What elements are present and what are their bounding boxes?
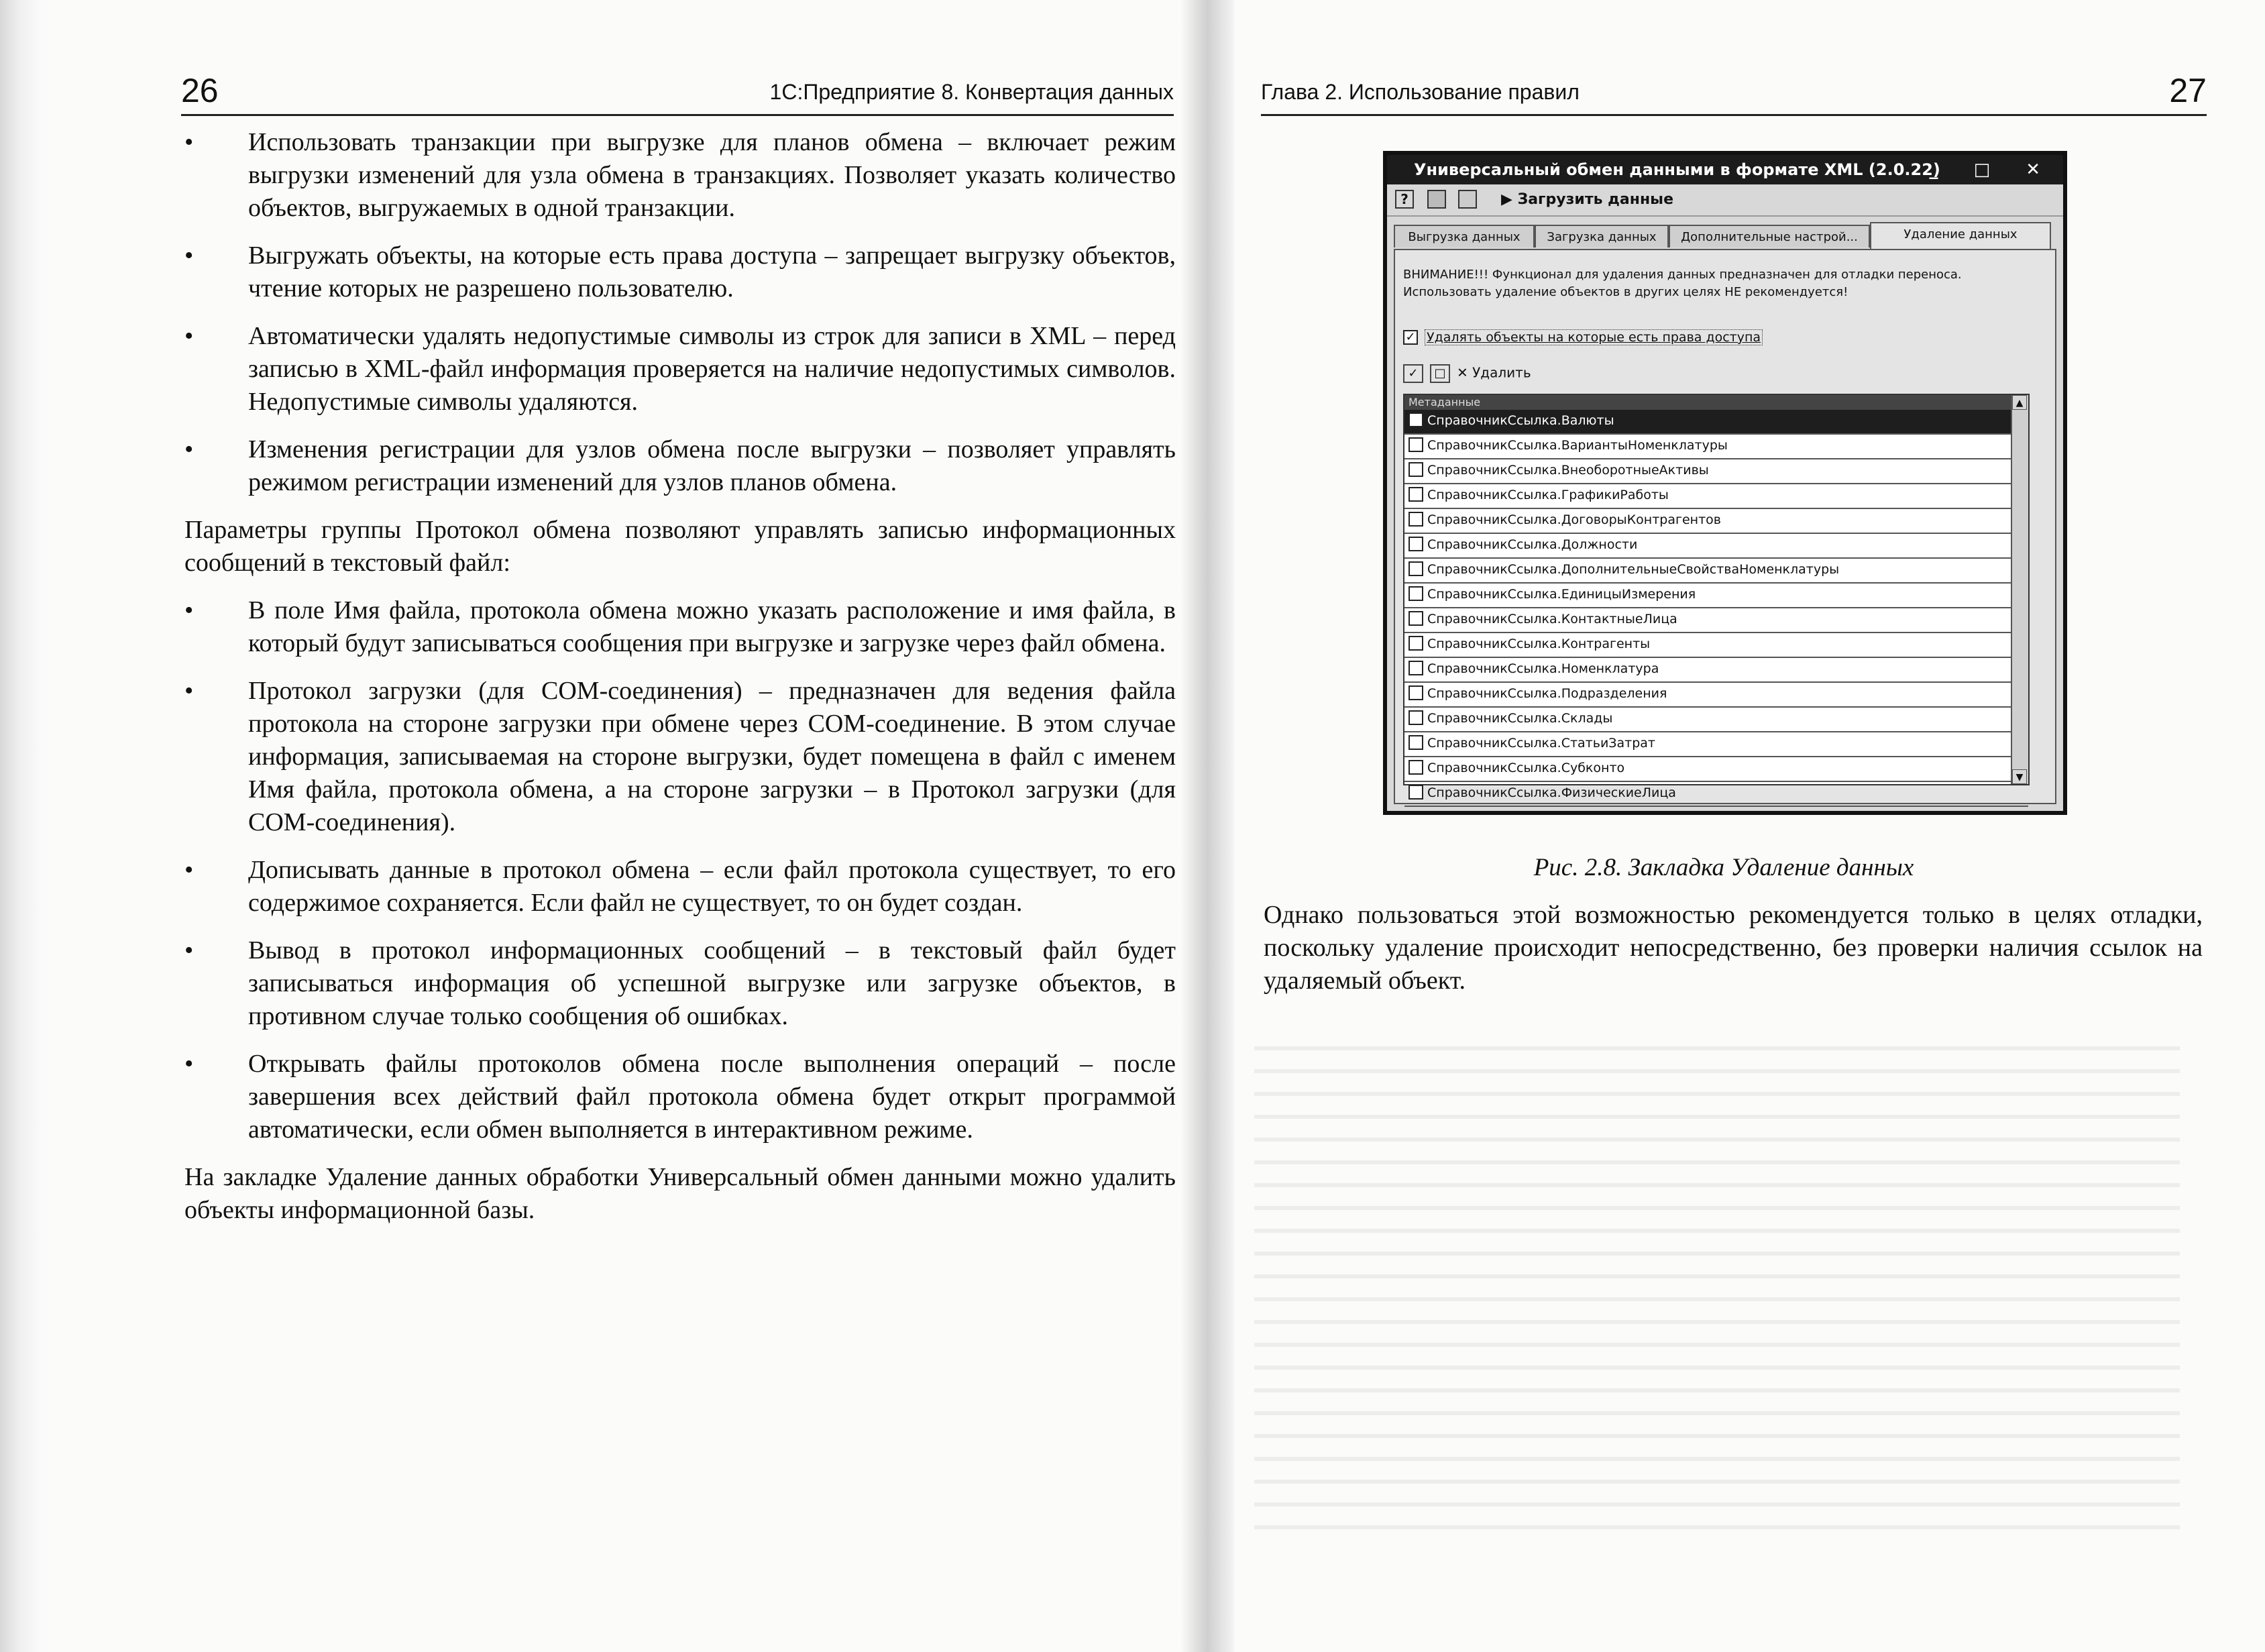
list-item-label: СправочникСсылка.Контрагенты [1427, 637, 1651, 651]
list-item[interactable] [1404, 534, 2028, 559]
list-item-label: СправочникСсылка.ДоговорыКонтрагентов [1427, 512, 1721, 527]
book-gutter [1180, 0, 1234, 1652]
left-page [54, 0, 1180, 1652]
list-item-checkbox[interactable] [1408, 512, 1423, 527]
list-item[interactable] [1404, 757, 2028, 782]
uncheck-all-icon[interactable]: □ [1430, 364, 1450, 383]
list-item-checkbox[interactable] [1408, 462, 1423, 477]
delete-button[interactable]: ✕ Удалить [1457, 364, 1531, 381]
load-data-button[interactable]: ▶ Загрузить данные [1501, 191, 1673, 208]
list-item-label: СправочникСсылка.КонтактныеЛица [1427, 612, 1677, 626]
bullet-item: • Вывод в протокол информационных сообщений – в текстовый файл будет записываться информация об успешной выгрузке или загрузке объектов, в противном случае только сообщения об ошибках. [184, 934, 1176, 1033]
list-item[interactable] [1404, 559, 2028, 584]
list-item-label: СправочникСсылка.Склады [1427, 711, 1613, 726]
list-item-label: СправочникСсылка.Валюты [1427, 413, 1614, 428]
list-item-checkbox[interactable] [1408, 611, 1423, 626]
window-titlebar [1387, 155, 2063, 184]
list-item-checkbox[interactable] [1408, 760, 1423, 775]
list-item-checkbox[interactable] [1408, 636, 1423, 651]
list-item-label: СправочникСсылка.ВнеоборотныеАктивы [1427, 463, 1709, 478]
delete-data-panel [1394, 249, 2056, 804]
figure-screenshot [1383, 151, 2067, 815]
window-controls[interactable]: _ □ ✕ [1929, 160, 2055, 180]
right-page-header [1261, 60, 2207, 116]
window-toolbar [1387, 184, 2063, 217]
list-item[interactable] [1404, 608, 2028, 633]
bullet-item: • Протокол загрузки (для COM-соединения) – предназначен для ведения файла протокола на стороне загрузки при обмене через COM-соединение. В этом случае информация, записываемая на стороне выгрузки, будет помещена в файл с именем Имя файла, протокола обмена, а на стороне загрузки – в Протокол загрузки (для COM-соединения). [184, 675, 1176, 839]
open-file-icon[interactable] [1458, 190, 1477, 209]
running-title: 1С:Предприятие 8. Конвертация данных [769, 80, 1174, 104]
bullet-item: • Автоматически удалять недопустимые символы из строк для записи в XML – перед записью в XML-файл информация проверяется на наличие недопустимых символов. Недопустимые символы удаляются. [184, 320, 1176, 419]
access-rights-checkbox-label[interactable]: Удалять объекты на которые есть права доступа [1425, 329, 1763, 345]
window-title: Универсальный обмен данными в формате XML (2.0.22) [1414, 160, 1940, 179]
list-item-label: СправочникСсылка.СтатьиЗатрат [1427, 736, 1655, 751]
list-item[interactable] [1404, 732, 2028, 757]
list-item[interactable] [1404, 459, 2028, 484]
page-number: 26 [181, 72, 219, 109]
body-paragraph: Однако пользоваться этой возможностью рекомендуется только в целях отладки, поскольку удаление происходит непосредственно, без проверки наличия ссылок на удаляемый объект. [1264, 901, 2203, 995]
left-page-header [181, 60, 1174, 116]
body-paragraph: Параметры группы Протокол обмена позволяют управлять записью информационных сообщений в текстовый файл: [184, 516, 1176, 577]
list-item[interactable] [1404, 658, 2028, 683]
metadata-list [1403, 394, 2030, 800]
list-header: Метаданные [1404, 395, 2028, 410]
list-item-label: СправочникСсылка.ЕдиницыИзмерения [1427, 587, 1696, 602]
list-item-checkbox[interactable] [1408, 735, 1423, 750]
list-item[interactable] [1404, 509, 2028, 534]
list-item[interactable] [1404, 410, 2028, 435]
list-item[interactable] [1404, 782, 2028, 807]
bullet-item: • Открывать файлы протоколов обмена после выполнения операций – после завершения всех действий файл протокола обмена будет открыт программой автоматически, если обмен выполняется в интерактивном режиме. [184, 1048, 1176, 1146]
scroll-up-icon[interactable]: ▲ [2012, 395, 2027, 410]
bullet-item: • В поле Имя файла, протокола обмена можно указать расположение и имя файла, в который будут записываться сообщения при выгрузке и загрузке через файл обмена. [184, 594, 1176, 660]
right-page [1234, 0, 2213, 1652]
running-title: Глава 2. Использование правил [1261, 80, 1580, 104]
access-rights-checkbox[interactable]: ✓ [1403, 330, 1418, 345]
list-item-label: СправочникСсылка.Субконто [1427, 761, 1625, 775]
body-paragraph: На закладке Удаление данных обработки Универсальный обмен данными можно удалить объекты информационной базы. [184, 1163, 1176, 1224]
bullet-item: • Выгружать объекты, на которые есть права доступа – запрещает выгрузку объектов, чтение которых не разрешено пользователю. [184, 239, 1176, 305]
figure-caption: Рис. 2.8. Закладка Удаление данных [1533, 854, 1914, 881]
list-item-checkbox[interactable] [1408, 412, 1423, 427]
scroll-down-icon[interactable]: ▼ [2012, 769, 2027, 784]
list-item-checkbox[interactable] [1408, 561, 1423, 576]
list-item[interactable] [1404, 633, 2028, 658]
list-item[interactable] [1404, 584, 2028, 608]
settings-icon[interactable] [1427, 190, 1446, 209]
page-number: 27 [2169, 72, 2207, 109]
list-item-checkbox[interactable] [1408, 661, 1423, 675]
list-item-checkbox[interactable] [1408, 586, 1423, 601]
list-item-checkbox[interactable] [1408, 710, 1423, 725]
access-rights-checkbox-row[interactable] [1403, 329, 1763, 345]
page-binding-shadow [0, 0, 54, 1652]
check-all-icon[interactable]: ✓ [1403, 364, 1423, 383]
list-item[interactable] [1404, 484, 2028, 509]
list-item-checkbox[interactable] [1408, 487, 1423, 502]
tab-export[interactable]: Выгрузка данных [1394, 225, 1535, 247]
list-toolbar [1403, 364, 1531, 383]
list-item-checkbox[interactable] [1408, 437, 1423, 452]
right-page-body [1264, 899, 2203, 1012]
warning-text: ВНИМАНИЕ!!! Функционал для удаления данных предназначен для отладки переноса. Использовать удаление объектов в других целях НЕ рекомендуется! [1403, 268, 1962, 299]
app-window [1387, 155, 2063, 811]
left-page-body [184, 126, 1176, 1242]
tab-additional-settings[interactable]: Дополнительные настрой... [1669, 225, 1870, 247]
bullet-item: • Использовать транзакции при выгрузке для планов обмена – включает режим выгрузки изменений для узла обмена в транзакциях. Позволяет указать количество объектов, выгружаемых в одной транзакции. [184, 126, 1176, 225]
list-item[interactable] [1404, 683, 2028, 708]
list-rows [1404, 410, 2028, 807]
list-item-label: СправочникСсылка.Подразделения [1427, 686, 1667, 701]
list-item-label: СправочникСсылка.ФизическиеЛица [1427, 785, 1676, 800]
tab-bar [1394, 222, 2056, 249]
list-item[interactable] [1404, 435, 2028, 459]
list-item-checkbox[interactable] [1408, 685, 1423, 700]
list-item-label: СправочникСсылка.ВариантыНоменклатуры [1427, 438, 1728, 453]
list-item-label: СправочникСсылка.Должности [1427, 537, 1638, 552]
list-item-checkbox[interactable] [1408, 537, 1423, 551]
help-icon[interactable]: ? [1395, 190, 1414, 209]
tab-delete-data[interactable]: Удаление данных [1870, 222, 2051, 249]
list-item[interactable] [1404, 708, 2028, 732]
list-item-checkbox[interactable] [1408, 785, 1423, 800]
bullet-item: • Изменения регистрации для узлов обмена после выгрузки – позволяет управлять режимом регистрации изменений для узлов планов обмена. [184, 433, 1176, 499]
list-scrollbar[interactable] [2011, 395, 2028, 784]
list-item-label: СправочникСсылка.ДополнительныеСвойстваНоменклатуры [1427, 562, 1840, 577]
bullet-item: • Дописывать данные в протокол обмена – если файл протокола существует, то его содержимое сохраняется. Если файл не существует, то он будет создан. [184, 854, 1176, 920]
tab-import[interactable]: Загрузка данных [1535, 225, 1669, 247]
list-item-label: СправочникСсылка.Номенклатура [1427, 661, 1659, 676]
list-item-label: СправочникСсылка.ГрафикиРаботы [1427, 488, 1669, 502]
